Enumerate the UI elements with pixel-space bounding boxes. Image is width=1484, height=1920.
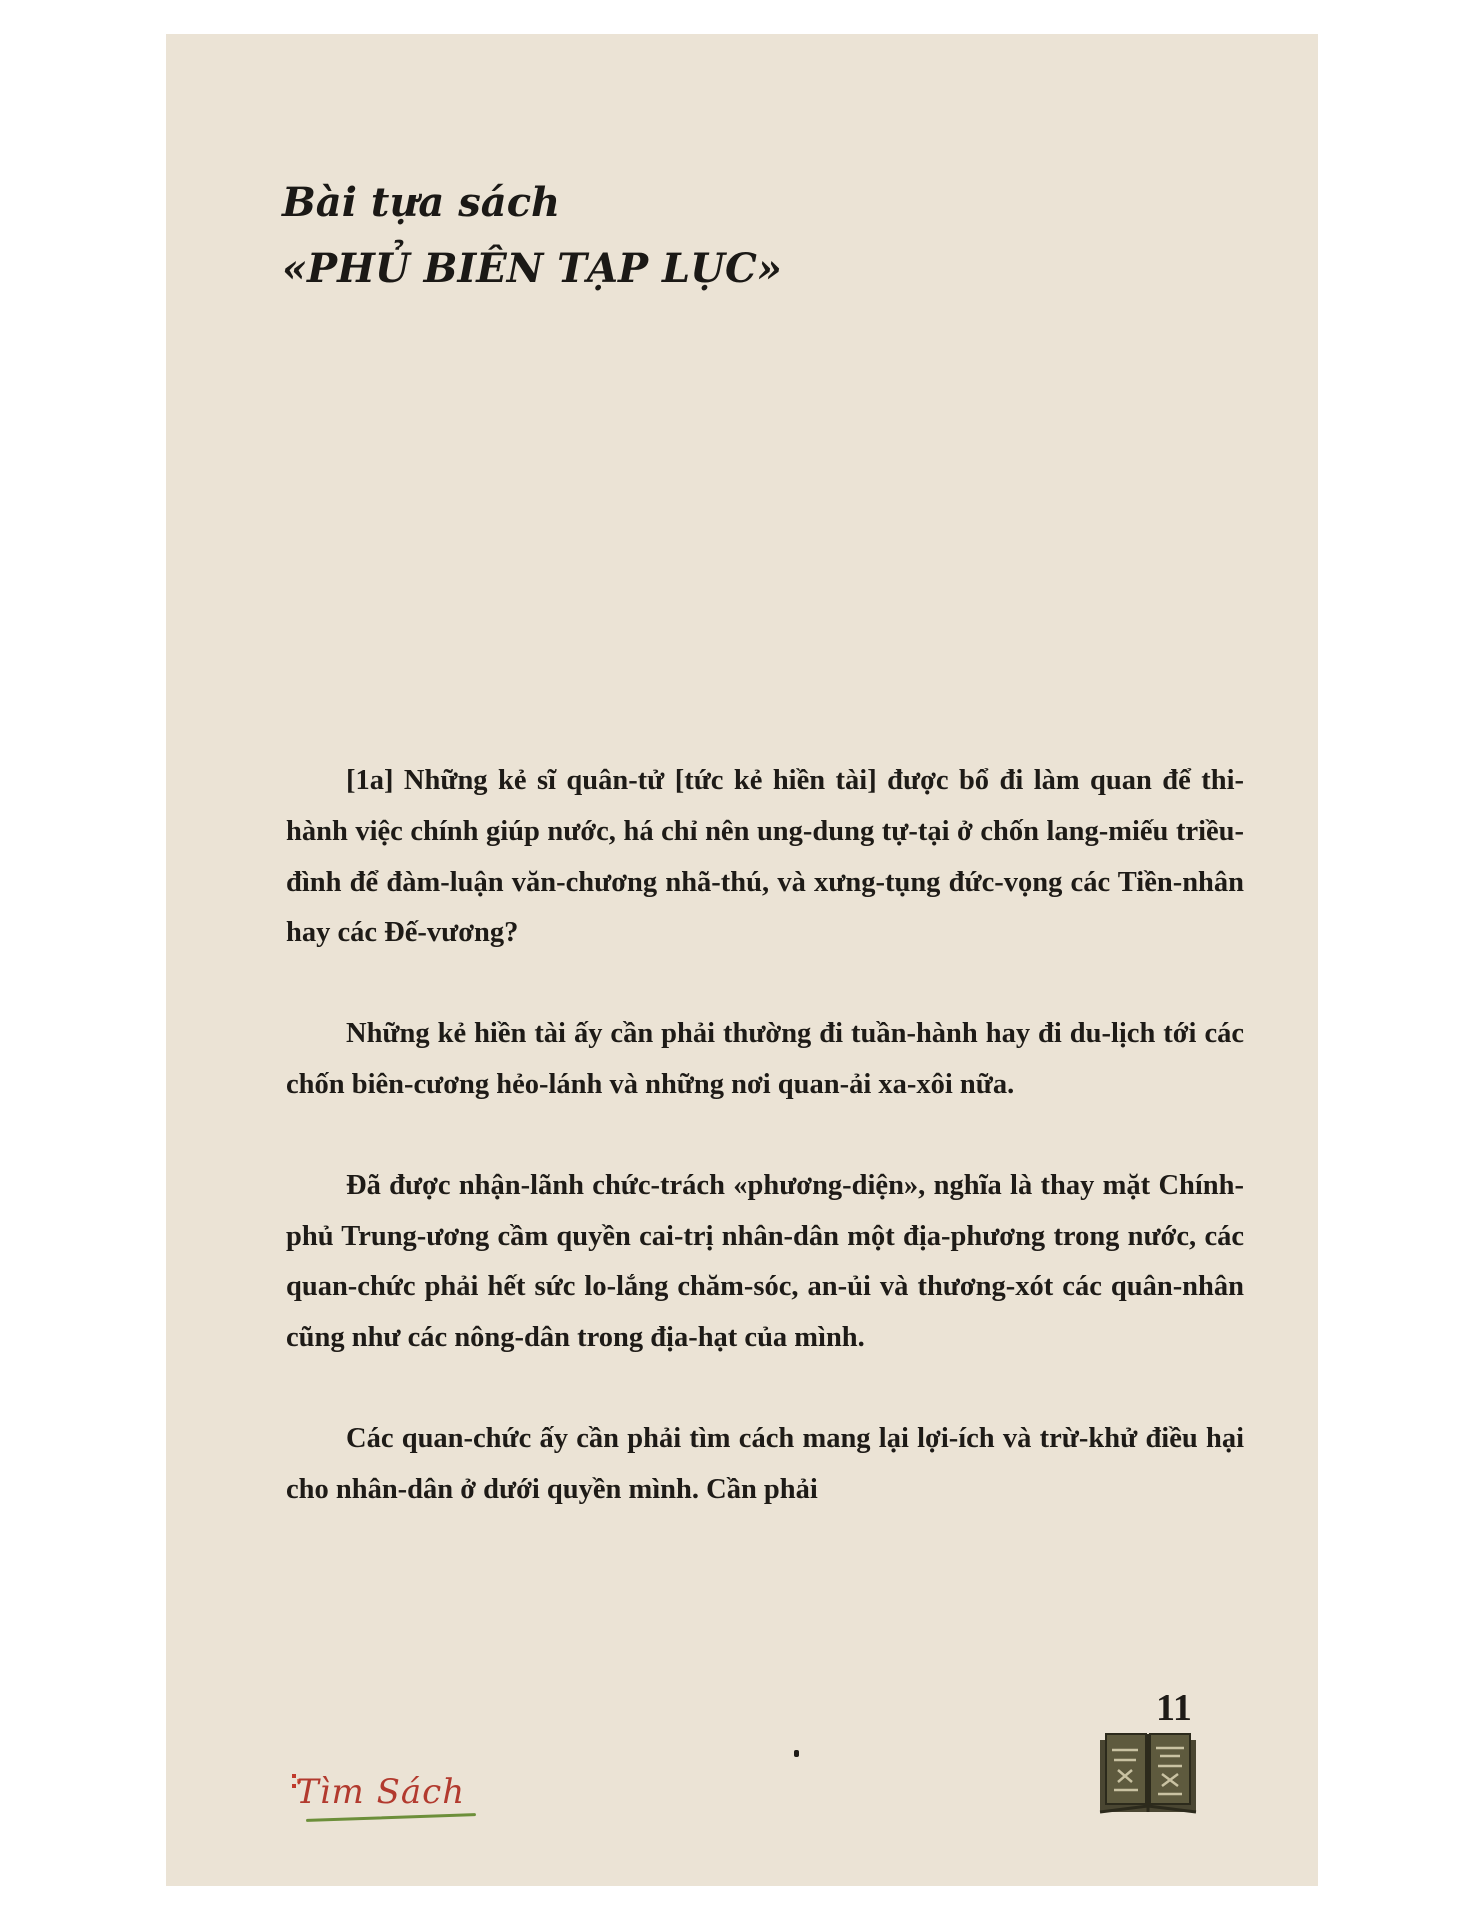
body-text <box>286 756 1244 1566</box>
page-number: 11 <box>1156 1687 1192 1729</box>
logo-text: Tìm Sách <box>296 1772 466 1812</box>
chapter-title-line-1: Bài tựa sách <box>282 179 561 226</box>
logo-underline <box>306 1813 476 1822</box>
paragraph-2: Những kẻ hiền tài ấy cần phải thường đi tuần-hành hay đi du-lịch tới các chốn biên-cương hẻo-lánh và những nơi quan-ải xa-xôi nữa. <box>286 1018 1244 1100</box>
paragraph-4: Các quan-chức ấy cần phải tìm cách mang lại lợi-ích và trừ-khử điều hại cho nhân-dân ở dưới quyền mình. Cần phải <box>286 1422 1244 1505</box>
chapter-title-line-2: «PHỦ BIÊN TẠP LỤC» <box>282 245 782 292</box>
tim-sach-logo <box>292 1772 482 1824</box>
paragraph-1: [1a] Những kẻ sĩ quân-tử [tức kẻ hiền tài] được bổ đi làm quan để thi-hành việc chính giúp nước, há chỉ nên ung-dung tự-tại ở chốn lang-miếu triều-đình để đàm-luận văn-chương nhã-thú, và xưng-tụng đức-vọng các Tiền-nhân hay các Đế-vương? <box>286 765 1244 949</box>
chapter-title <box>282 170 782 302</box>
paragraph-3: Đã được nhận-lãnh chức-trách «phương-diện», nghĩa là thay mặt Chính-phủ Trung-ương cầm quyền cai-trị nhân-dân một địa-phương trong nước, các quan-chức phải hết sức lo-lắng chăm-sóc, an-ủi và thương-xót các quân-nhân cũng như các nông-dân trong địa-hạt của mình. <box>286 1169 1244 1354</box>
print-mark <box>794 1750 799 1757</box>
document-page <box>166 34 1318 1886</box>
open-book-icon <box>1098 1726 1198 1818</box>
